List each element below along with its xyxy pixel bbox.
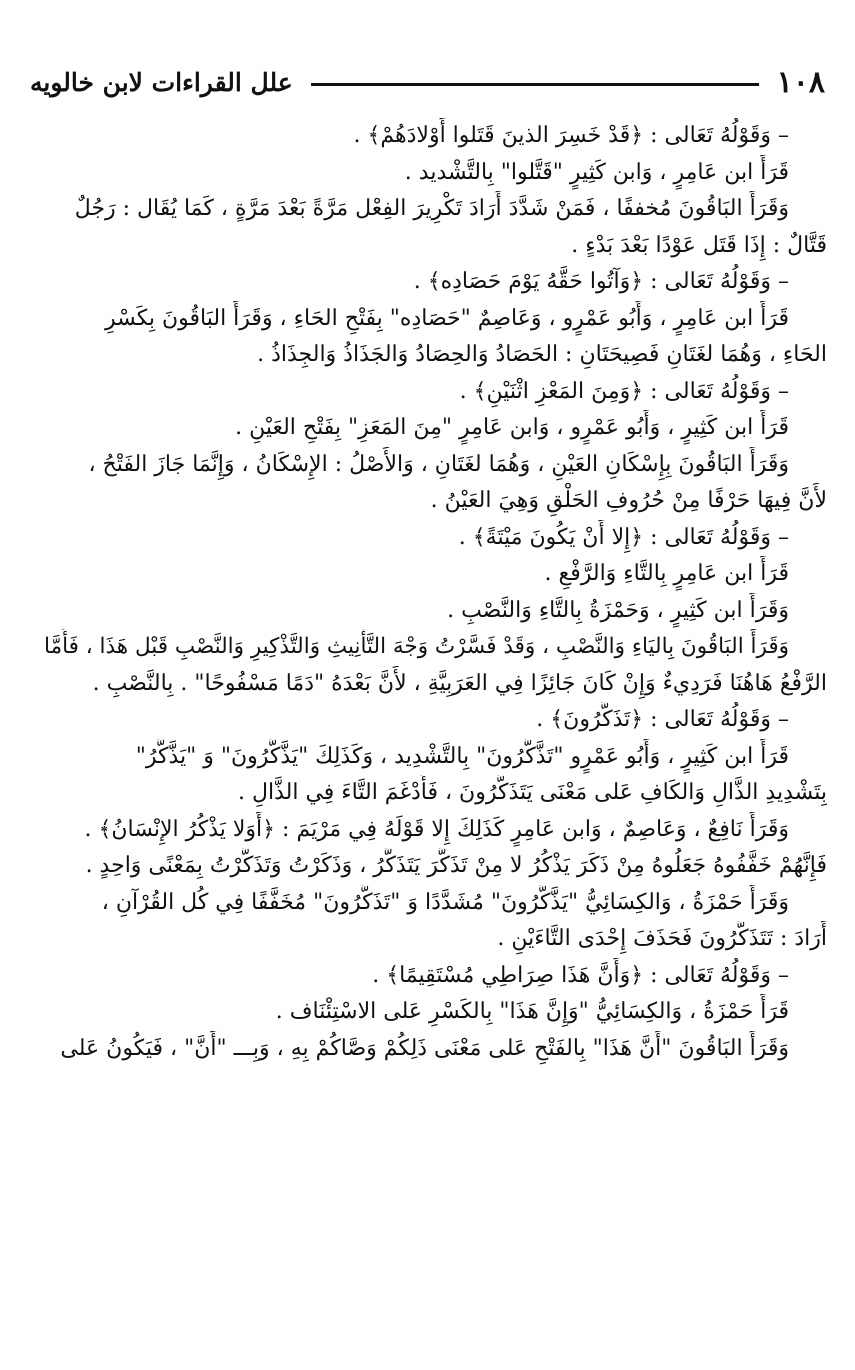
text-line: لأَنَّ فِيهَا حَرْفًا مِنْ حُرُوفِ الحَلْقِ وَهِيَ العَيْنُ . xyxy=(430,488,827,513)
text-line: قَرَأَ حَمْزَةُ ، وَالكِسَائِيُّ "وَإِنَّ هَذَا" بِالكَسْرِ عَلى الاسْتِئْنَاف . xyxy=(275,999,789,1024)
text-line: وَقَرَأَ البَاقُونَ مُخففًا ، فَمَنْ شَدَّدَ أَرَادَ تَكْرِيرَ الفِعْل مَرَّةً بَعْدَ مَرَّةٍ ، كَمَا يُقَال : رَجُلٌ xyxy=(74,196,789,221)
text-line: – وَقَوْلُهُ تَعَالى : ﴿وَأَنَّ هَذَا صِرَاطِي مُسْتَقِيمًا﴾ . xyxy=(372,962,789,988)
text-line: – وَقَوْلُهُ تَعَالى : ﴿وَمِنَ المَعْزِ اثْنَيْنِ﴾ . xyxy=(459,378,789,404)
text-line: وَقَرَأَ حَمْزَةُ ، وَالكِسَائِيُّ "يَذَّكَّرُونَ" مُشَدَّدًا وَ "تَذَكَّرُونَ" مُخَفَّفًا فِي كُل القُرْآنِ ، xyxy=(101,889,789,915)
text-line: قَرَأَ ابن كَثِيرٍ ، وَأَبُو عَمْرٍو "تَذَّكَّرُونَ" بِالتَّشْدِيد ، وَكَذَلِكَ "يَذَّكَّرُونَ" وَ "يَذَّكَّرُ" xyxy=(135,743,789,769)
page-header xyxy=(30,62,825,102)
text-line: وَقَرَأَ البَاقُونَ بِإِسْكَانِ العَيْنِ ، وَهُمَا لغَتَانِ ، وَالأَصْلُ : الإِسْكَانُ ، وَإِنَّمَا جَازَ الفَتْحُ ، xyxy=(88,451,789,477)
running-title: علل القراءات لابن خالويه xyxy=(30,67,293,97)
text-line: وَقَرَأَ البَاقُونَ بِاليَاءِ وَالنَّصْبِ ، وَقَدْ فَسَّرْتُ وَجْهَ التَّأْنِيثِ وَالتَّذْكِيرِ وَالنَّصْبِ قَبْل هَذَا ، فَأَمَّا xyxy=(44,634,789,659)
text-line: – وَقَوْلُهُ تَعَالى : ﴿قَدْ خَسِرَ الذينَ قَتَلوا أَوْلادَهُمْ﴾ . xyxy=(353,123,789,148)
text-line: – وَقَوْلُهُ تَعَالى : ﴿تَذَكَّرُونَ﴾ . xyxy=(536,707,789,732)
header-rule xyxy=(311,83,759,86)
text-line: الرَّفْعُ هَاهُنَا فَرَدِيءٌ وَإِنْ كَانَ جَائِزًا فِي العَرَبِيَّةِ ، لأَنَّ بَعْدَهُ "دَمًا مَسْفُوحًا" . بِالنَّصْبِ . xyxy=(92,670,827,696)
text-line: وَقَرَأَ البَاقُونَ "أَنَّ هَذَا" بِالفَتْحِ عَلى مَعْنَى ذَلِكُمْ وَصَّاكُمْ بِهِ ، وَبِـــ "أَنَّ" ، فَيَكُونُ عَلى xyxy=(60,1035,789,1061)
text-line: قَرَأَ ابن عَامِرٍ ، وَأَبُو عَمْرٍو ، وَعَاصِمٌ "حَصَادِه" بِفَتْحِ الحَاءِ ، وَقَرَأَ البَاقُونَ بِكَسْرِ xyxy=(104,305,789,331)
page-number: ١٠٨ xyxy=(776,64,825,100)
text-line: وَقَرَأَ نَافِعٌ ، وَعَاصِمٌ ، وَابن عَامِرٍ كَذَلِكَ إِلا قَوْلَهُ فِي مَرْيَمَ : ﴿أَوَلا يَذْكُرُ الإِنْسَانُ﴾ . xyxy=(84,816,789,842)
text-line: أَرَادَ : تَتَذَكَّرُونَ فَحَذَفَ إِحْدَى التَّاءَيْنِ . xyxy=(497,926,827,951)
text-line: بِتَشْدِيدِ الذَّالِ وَالكَافِ عَلى مَعْنَى يَتَذَكَّرُونَ ، فَأَدْغَمَ التَّاءَ فِي الذَّالِ . xyxy=(238,780,827,805)
text-line: – وَقَوْلُهُ تَعَالى : ﴿وَآتُوا حَقَّهُ يَوْمَ حَصَادِه﴾ . xyxy=(413,269,789,294)
text-line: قَرَأَ ابن كَثِيرٍ ، وَأَبُو عَمْرٍو ، وَابن عَامِرٍ "مِنَ المَعَزِ" بِفَتْحِ العَيْنِ . xyxy=(235,415,789,440)
text-line: الحَاءِ ، وَهُمَا لغَتَانِ فَصِيحَتَانِ : الحَصَادُ وَالحِصَادُ وَالجَذَاذُ وَالجِذَاذُ . xyxy=(257,342,827,367)
text-line: قَتَّالٌ : إِذَا قَتَل عَوْدًا بَعْدَ بَدْءٍ . xyxy=(571,232,827,258)
text-line: قَرَأَ ابن عَامِرٍ ، وَابن كَثِيرٍ "قَتَّلوا" بِالتَّشْديد . xyxy=(404,159,789,185)
text-line: – وَقَوْلُهُ تَعَالى : ﴿إِلا أَنْ يَكُونَ مَيْتَةً﴾ . xyxy=(458,524,789,550)
page-body xyxy=(32,118,827,1067)
text-line: فَإِنَّهُمْ خَفَّفُوهُ جَعَلُوهُ مِنْ ذَكَرَ يَذْكُرُ لا مِنْ تَذَكَّرَ يَتَذَكَّرُ ، وَذَكَرْتُ وَتَذَكَّرْتُ بِمَعْنًى وَاحِدٍ . xyxy=(85,853,827,878)
text-line: وَقَرَأَ ابن كَثِيرٍ ، وَحَمْزَةُ بِالتَّاءِ وَالنَّصْبِ . xyxy=(447,597,789,623)
text-line: قَرَأَ ابن عَامِرٍ بِالتَّاءِ وَالرَّفْعِ . xyxy=(544,561,789,586)
